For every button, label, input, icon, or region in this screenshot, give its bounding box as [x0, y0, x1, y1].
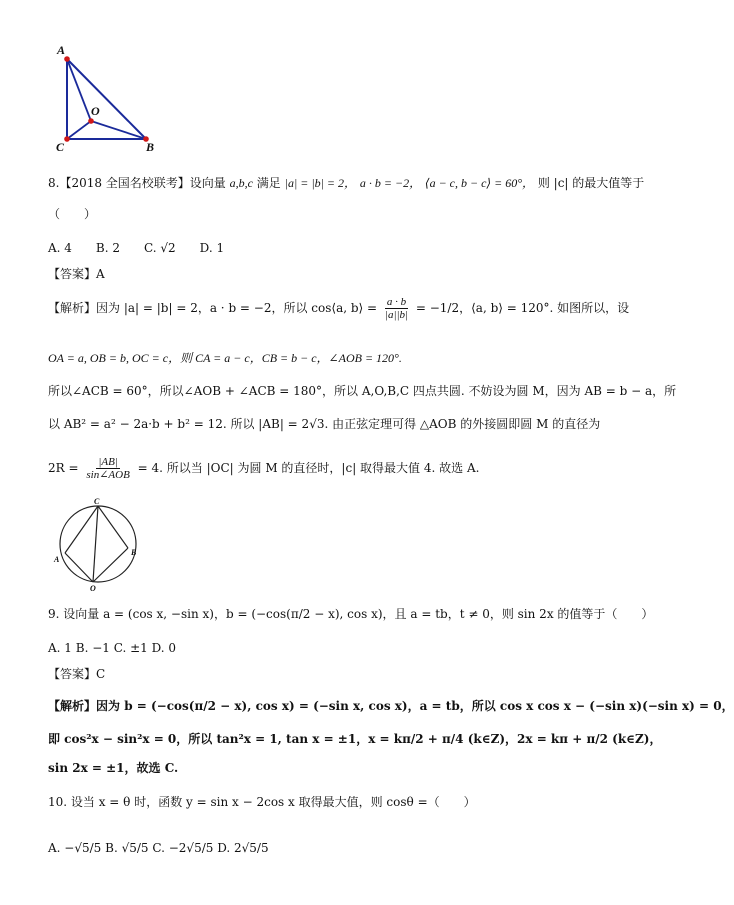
- q9-answer-label: 【答案】: [48, 667, 97, 681]
- point-label-o: O: [91, 104, 100, 118]
- q9-options: A. 1 B. −1 C. ±1 D. 0: [48, 641, 177, 655]
- q8-analysis-text-1-tail: = −1/2，⟨a, b⟩ = 120°. 如图所以，设: [415, 301, 630, 315]
- q8-stem-tail: 则 |c| 的最大值等于: [537, 176, 645, 190]
- q9-answer: [48, 666, 105, 682]
- q8-answer: [48, 266, 105, 282]
- q8-stem-vectors: a,b,c: [229, 176, 253, 190]
- q8-blank: （ ）: [48, 207, 97, 221]
- circle-label-c: C: [94, 497, 100, 506]
- circle-figure: [48, 498, 148, 594]
- q8-answer-label: 【答案】: [48, 267, 97, 281]
- circle-label-a: A: [54, 555, 60, 564]
- q8-options: A. 4 B. 2 C. √2 D. 1: [48, 241, 225, 255]
- q8-analysis-line-1: [48, 296, 629, 321]
- q10-options: A. −√5/5 B. √5/5 C. −2√5/5 D. 2√5/5: [48, 841, 269, 855]
- point-label-c: C: [56, 140, 65, 154]
- q8-radius-lhs: 2R =: [48, 461, 79, 475]
- q8-stem-mid: 满足: [256, 176, 281, 190]
- q10-stem: 10. 设当 x = θ 时，函数 y = sin x − 2cos x 取得最大值，则 cosθ =（ ）: [48, 795, 476, 809]
- q8-cond2: a · b = −2，: [359, 176, 422, 190]
- q9-answer-value: C: [96, 667, 106, 681]
- q8-cos-fraction: [383, 296, 410, 321]
- q8-radius-numerator: |AB|: [98, 456, 118, 468]
- q8-cos-numerator: a · b: [386, 296, 407, 308]
- circle-label-o: O: [90, 584, 96, 593]
- q9-analysis-line-1: [48, 698, 734, 714]
- q8-stem: [48, 175, 644, 191]
- q8-cos-denominator: |a||b|: [384, 309, 409, 321]
- q8-analysis-text-1: 因为 |a| = |b| = 2，a · b = −2，所以 cos⟨a, b⟩ =: [96, 301, 378, 315]
- triangle-figure: [50, 42, 160, 152]
- q8-analysis-text-5-tail: = 4. 所以当 |OC| 为圆 M 的直径时，|c| 取得最大值 4. 故选 A.: [137, 461, 480, 475]
- q8-cond1: |a| = |b| = 2，: [284, 176, 357, 190]
- q8-analysis-label: 【解析】: [48, 301, 97, 315]
- q8-analysis-line-2: OA = a, OB = b, OC = c，则 CA = a − c，CB = b − c，∠AOB = 120°.: [48, 351, 402, 365]
- q8-cond3: ⟨a − c, b − c⟩ = 60°，: [424, 176, 535, 190]
- q9-analysis-line-2: 即 cos²x − sin²x = 0，所以 tan²x = 1, tan x = ±1，x = kπ/2 + π/4 (k∈Z)，2x = kπ + π/2 (k∈Z)，: [48, 732, 662, 746]
- q8-answer-value: A: [96, 267, 105, 281]
- q9-analysis-label: 【解析】: [48, 699, 97, 713]
- q9-analysis-line-3: sin 2x = ±1，故选 C.: [48, 761, 179, 775]
- point-label-a: A: [57, 43, 66, 57]
- circle-label-b: B: [131, 548, 137, 557]
- q9-stem: 9. 设向量 a = (cos x, −sin x)，b = (−cos(π/2 − x), cos x)，且 a = tb，t ≠ 0，则 sin 2x 的值等于（ ）: [48, 607, 654, 621]
- q8-analysis-line-4: 以 AB² = a² − 2a·b + b² = 12. 所以 |AB| = 2√3. 由正弦定理可得 △AOB 的外接圆即圆 M 的直径为: [48, 417, 601, 431]
- q8-analysis-line-5: [48, 456, 479, 481]
- q9-analysis-text-1: 因为 b = (−cos(π/2 − x), cos x) = (−sin x, cos x)，a = tb，所以 cos x cos x − (−sin x)(−sin x) = 0，: [96, 699, 734, 713]
- point-label-b: B: [146, 140, 155, 154]
- q8-radius-denominator: sin∠AOB: [86, 469, 130, 481]
- q8-stem-prefix: 8.【2018 全国名校联考】设向量: [48, 176, 226, 190]
- q8-radius-fraction: [84, 456, 131, 481]
- q8-analysis-line-3: 所以∠ACB = 60°，所以∠AOB + ∠ACB = 180°，所以 A,O,B,C 四点共圆. 不妨设为圆 M，因为 AB = b − a，所: [48, 384, 677, 398]
